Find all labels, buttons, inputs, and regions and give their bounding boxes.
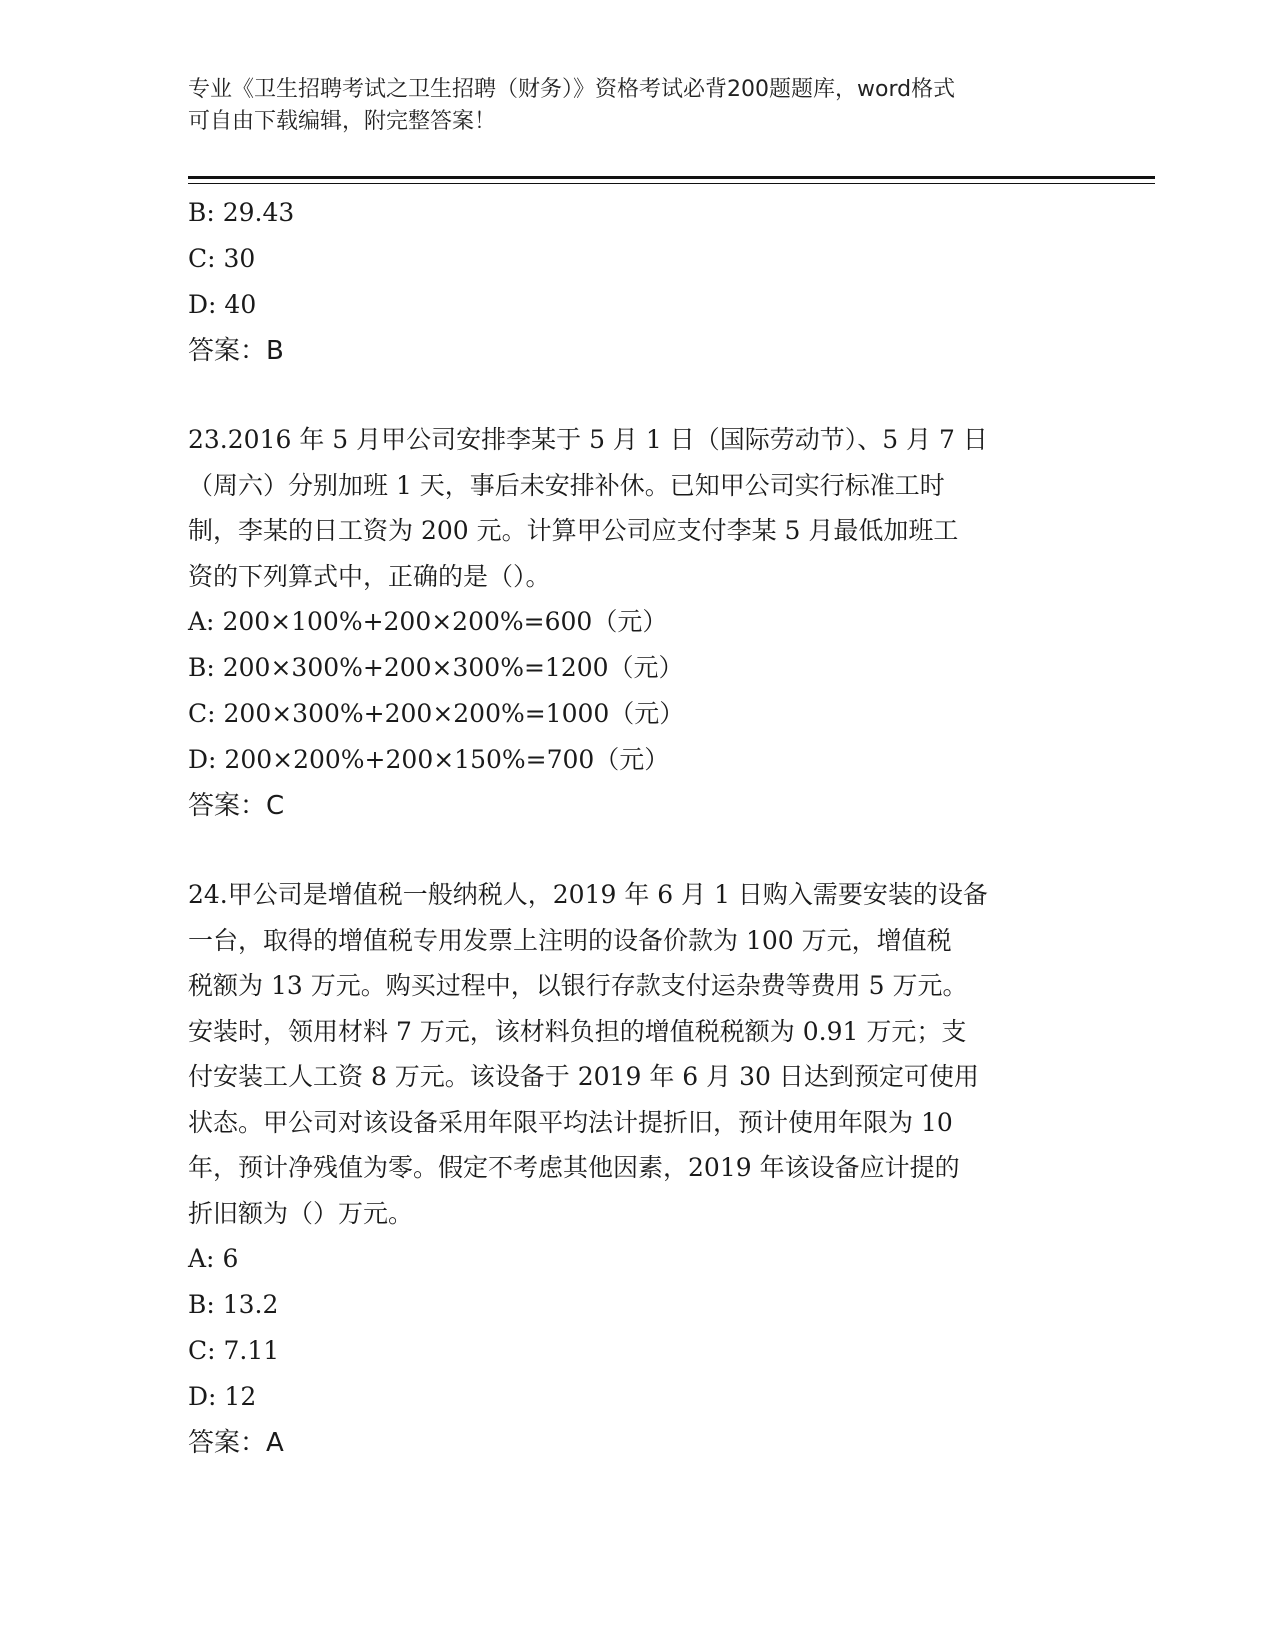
option-b <box>188 645 1088 691</box>
option-label: C: <box>188 1336 216 1365</box>
option-label: C: <box>188 244 216 273</box>
question-line: 制，李某的日工资为 200 元。计算甲公司应支付李某 5 月最低加班工 <box>188 516 959 545</box>
question-line: 税额为 13 万元。购买过程中，以银行存款支付运杂费等费用 5 万元。 <box>188 971 968 1000</box>
option-label: D: <box>188 1382 217 1411</box>
option-label: D: <box>188 745 217 774</box>
option-label: B: <box>188 198 215 227</box>
option-text: 13.2 <box>222 1290 279 1319</box>
option-text: 40 <box>224 290 257 319</box>
question-stem <box>188 417 1088 599</box>
question-24 <box>188 872 1088 1466</box>
option-text: 12 <box>224 1382 257 1411</box>
question-23 <box>188 417 1088 829</box>
header-line-1: 专业《卫生招聘考试之卫生招聘（财务）》资格考试必背200题题库，word格式 <box>188 77 956 102</box>
question-line: 折旧额为（）万元。 <box>188 1198 414 1228</box>
question-line: （周六）分别加班 1 天，事后未安排补休。已知甲公司实行标准工时 <box>188 470 945 500</box>
option-text: 30 <box>223 244 256 273</box>
option-c <box>188 691 1088 737</box>
option-c <box>188 1328 1088 1374</box>
option-text: 200×300%+200×300%=1200（元） <box>222 653 684 682</box>
option-d <box>188 1374 1088 1420</box>
question-line: 安装时，领用材料 7 万元，该材料负担的增值税税额为 0.91 万元；支 <box>188 1016 967 1046</box>
option-text: 29.43 <box>222 198 295 227</box>
option-text: 200×300%+200×200%=1000（元） <box>223 699 685 728</box>
answer-line: 答案：C <box>188 791 285 821</box>
question-line: 一台，取得的增值税专用发票上注明的设备价款为 100 万元，增值税 <box>188 925 952 955</box>
option-text: 200×200%+200×150%=700（元） <box>224 745 670 774</box>
option-a <box>188 1236 1088 1282</box>
option-c <box>188 236 1088 282</box>
question-list <box>188 190 1088 1466</box>
option-label: B: <box>188 1290 215 1319</box>
option-b <box>188 190 1088 236</box>
option-a <box>188 599 1088 645</box>
question-line: 23.2016 年 5 月甲公司安排李某于 5 月 1 日（国际劳动节）、5 月 7 日 <box>188 425 988 454</box>
question-line: 状态。甲公司对该设备采用年限平均法计提折旧，预计使用年限为 10 <box>188 1107 953 1137</box>
option-label: D: <box>188 290 217 319</box>
question-line: 年，预计净残值为零。假定不考虑其他因素，2019 年该设备应计提的 <box>188 1153 960 1182</box>
question-line: 付安装工人工资 8 万元。该设备于 2019 年 6 月 30 日达到预定可使用 <box>188 1062 979 1091</box>
option-label: A: <box>188 607 215 636</box>
option-label: C: <box>188 699 216 728</box>
option-label: B: <box>188 653 215 682</box>
question-stem <box>188 872 1088 1236</box>
answer-line: 答案：A <box>188 1428 284 1458</box>
header-divider-thick <box>188 176 1155 179</box>
previous-question-tail <box>188 190 1088 374</box>
option-text: 7.11 <box>223 1336 280 1365</box>
option-d <box>188 737 1088 783</box>
document-header <box>188 74 1068 138</box>
option-text: 200×100%+200×200%=600（元） <box>222 607 668 636</box>
header-line-2: 可自由下载编辑，附完整答案！ <box>188 109 497 134</box>
option-d <box>188 282 1088 328</box>
question-line: 资的下列算式中，正确的是（）。 <box>188 561 551 591</box>
question-line: 24.甲公司是增值税一般纳税人，2019 年 6 月 1 日购入需要安装的设备 <box>188 880 988 909</box>
option-text: 6 <box>222 1244 239 1273</box>
answer-line: 答案：B <box>188 336 284 366</box>
option-label: A: <box>188 1244 215 1273</box>
header-divider-thin <box>188 183 1155 184</box>
option-b <box>188 1282 1088 1328</box>
